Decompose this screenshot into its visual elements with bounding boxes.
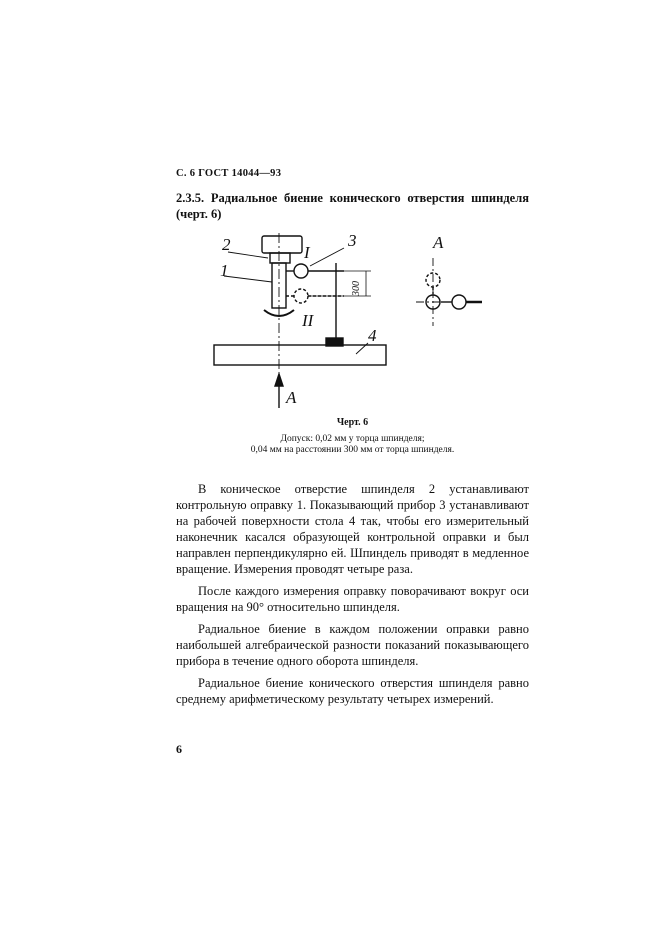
page-header: С. 6 ГОСТ 14044—93: [176, 168, 282, 179]
section-title: 2.3.5. Радиальное биение конического отверстия шпинделя: [176, 191, 529, 205]
tolerance-line-1: Допуск: 0,02 мм у торца шпинделя;: [280, 434, 425, 444]
label-a-bottom: А: [286, 388, 297, 407]
spindle: [270, 253, 290, 263]
label-3: 3: [348, 231, 357, 250]
dim-300: 300: [351, 281, 362, 296]
label-a-view: А: [433, 233, 444, 252]
figure-caption: Черт. 6: [336, 417, 369, 428]
label-I: I: [304, 243, 310, 262]
paragraph-3: Радиальное биение в каждом положении оправки равно наибольшей алгебраической разности показаний показывающего прибора в течение одного оборота шпинделя.: [176, 622, 529, 668]
gauge-pos-1: [294, 264, 308, 278]
paragraph-4: Радиальное биение конического отверстия шпинделя равно среднему арифметическому результату четырех измерений.: [176, 676, 529, 706]
label-4: 4: [368, 326, 377, 345]
paragraph-1: В коническое отверстие шпинделя 2 устанавливают контрольную оправку 1. Показывающий прибор 3 устанавливают на рабочей поверхности стола 4 так, чтобы его измерительный наконечник касался образующей контрольной оправки и был направлен перпендикулярно ей. Шпиндель приводят в медленное вращение. Измерения проводят четыре раза.: [176, 482, 529, 576]
gauge-pos-2: [294, 289, 308, 303]
view-gauge-side: [452, 295, 466, 309]
body-text: [176, 481, 529, 713]
section-title-ref: (черт. 6): [176, 207, 222, 221]
tolerance-line-2: 0,04 мм на расстоянии 300 мм от торца шпинделя.: [250, 445, 455, 455]
label-1: 1: [220, 261, 229, 280]
paragraph-2: После каждого измерения оправку поворачивают вокруг оси вращения на 90° относительно шпинделя.: [176, 584, 529, 614]
figure-drawing: [176, 228, 529, 413]
label-II: II: [302, 311, 314, 330]
label-2: 2: [222, 235, 231, 254]
table: [214, 345, 386, 365]
page-number: 6: [176, 742, 182, 756]
spindle-head: [262, 236, 302, 253]
